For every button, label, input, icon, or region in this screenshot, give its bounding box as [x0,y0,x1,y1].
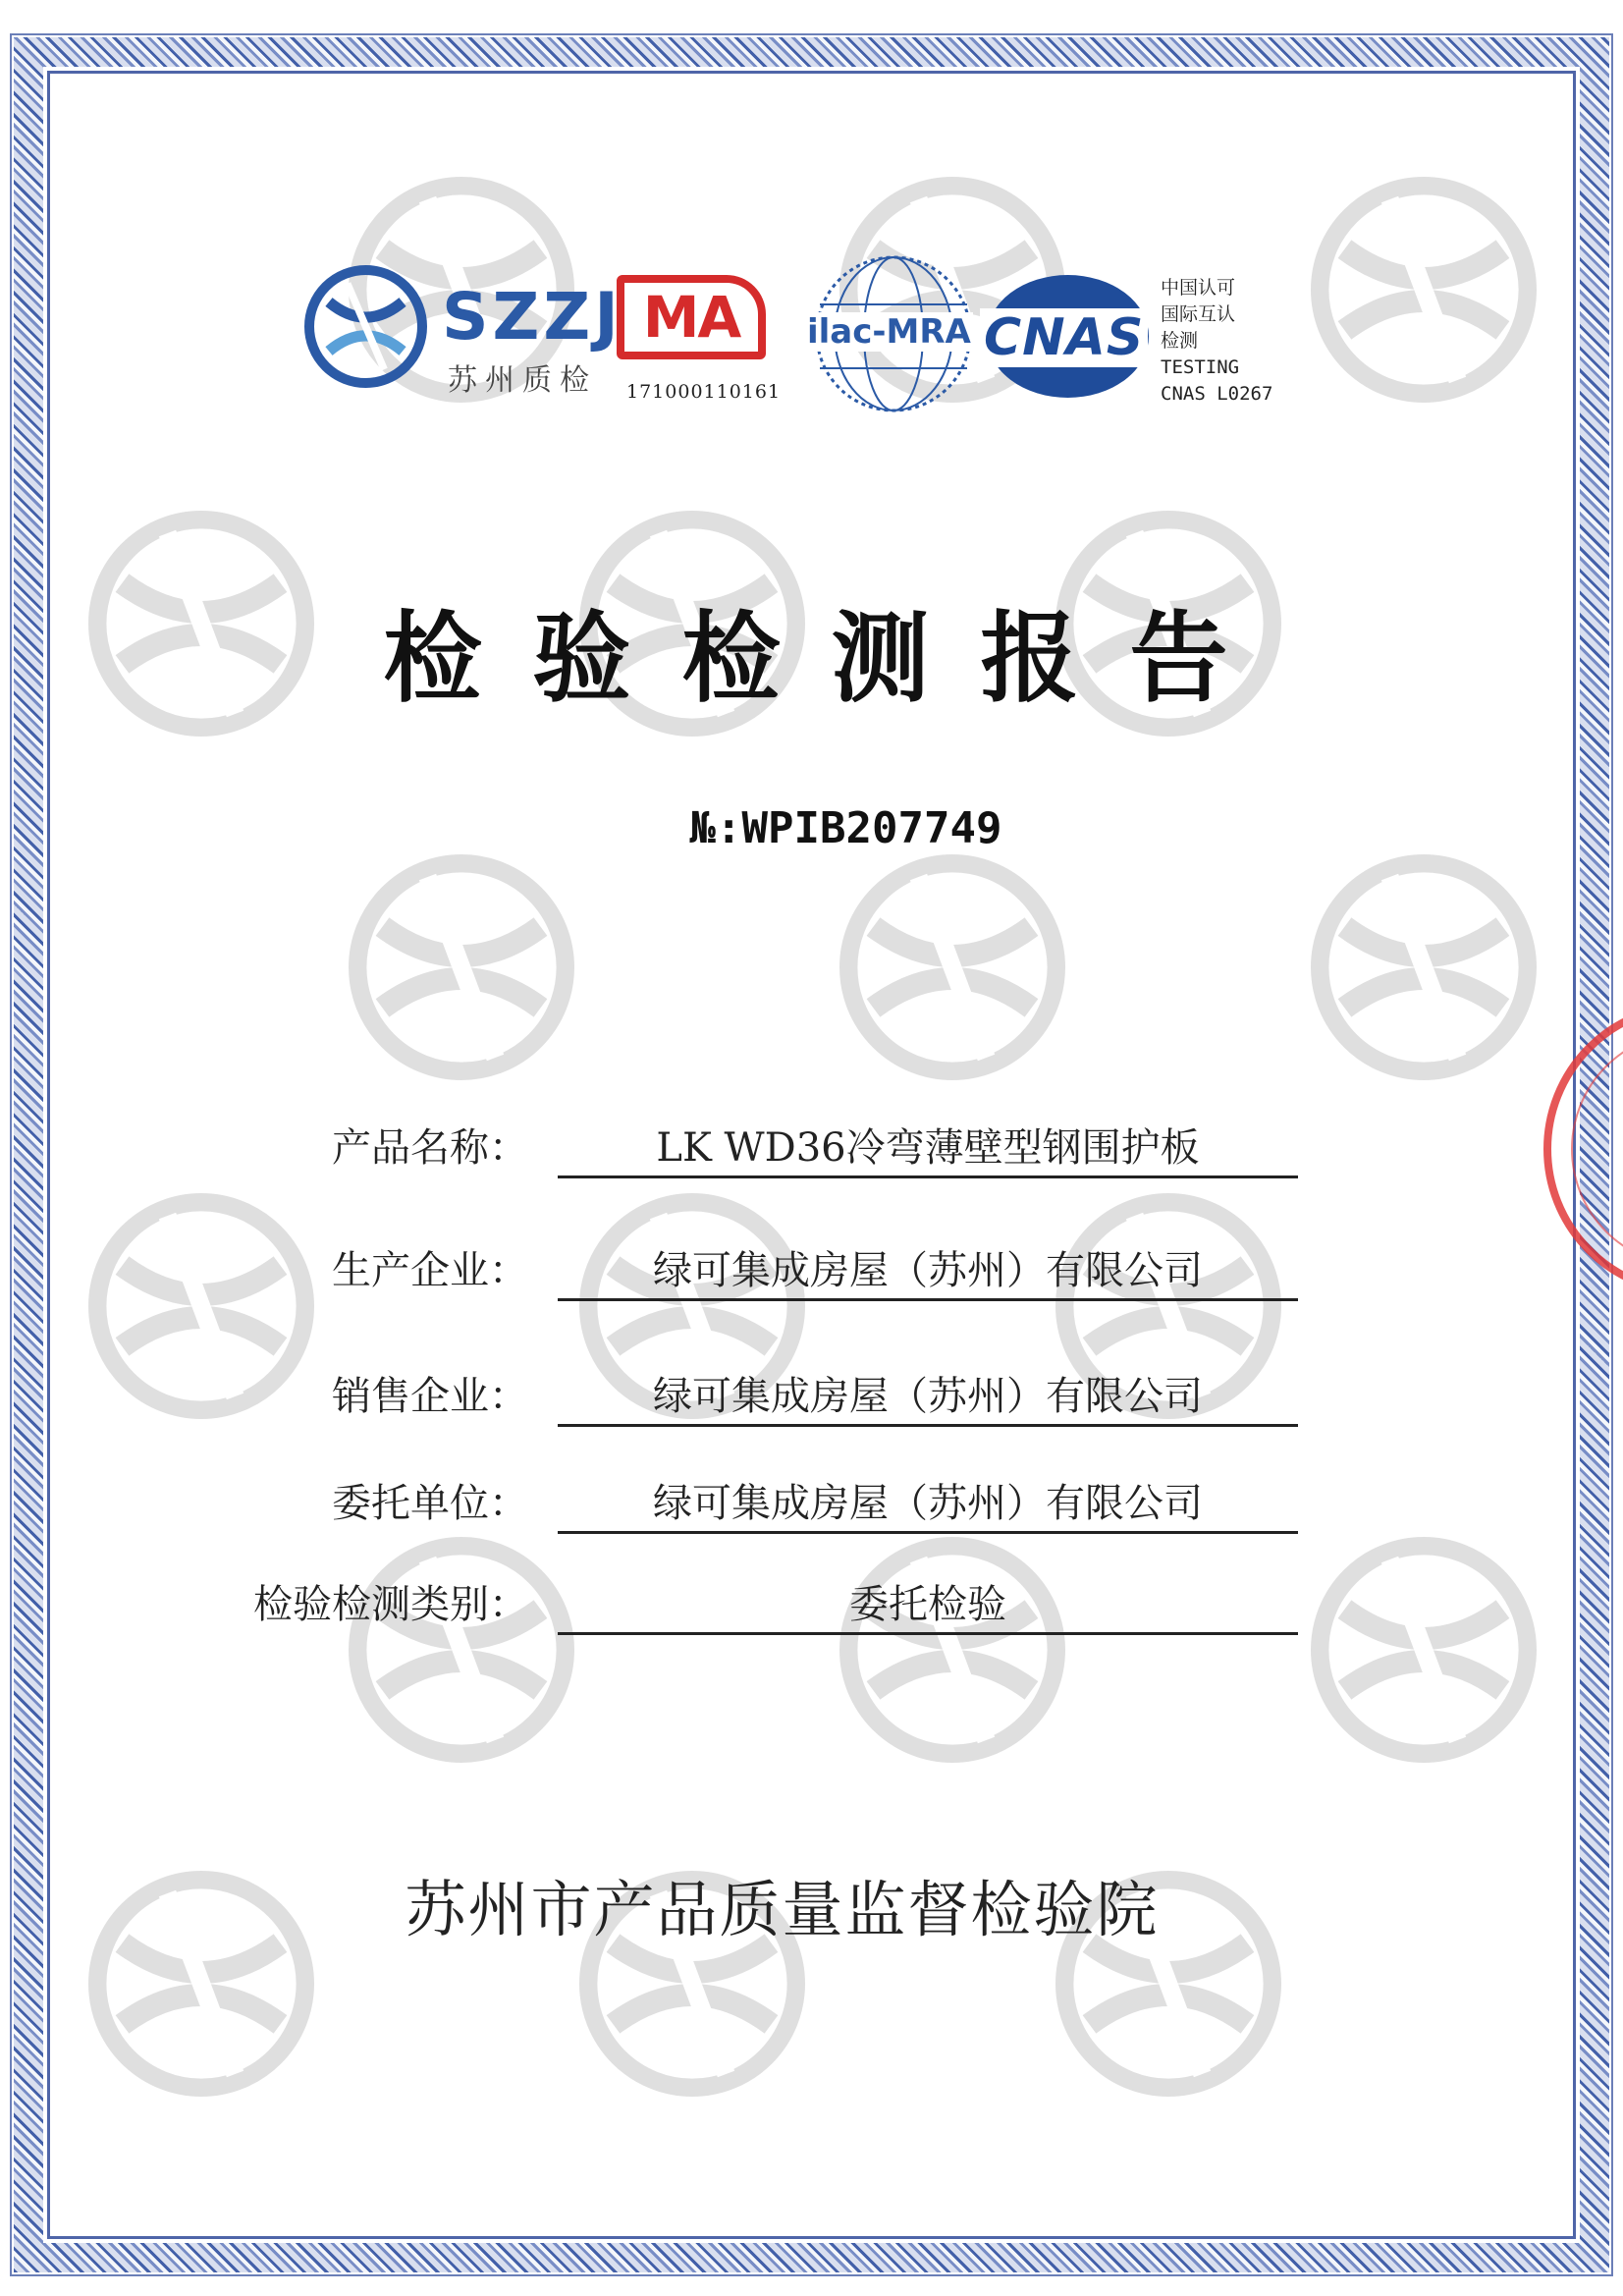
field-underline [558,1531,1298,1534]
field-product-name [0,1110,1623,1178]
report-title: 检验检测报告 [383,600,1279,716]
cnas-side-line: TESTING [1161,356,1240,378]
field-underline [558,1298,1298,1301]
watermark-logo-icon [839,854,1065,1080]
cnas-side-text [1161,275,1272,408]
ilac-mra-text: ilac-MRA [807,312,971,352]
header-logos [304,246,1306,422]
field-value: 委托检验 [849,1582,1006,1627]
field-value: 绿可集成房屋（苏州）有限公司 [653,1248,1203,1293]
cnas-logo-text: CNAS [980,308,1148,367]
field-label: 产品名称： [332,1125,528,1171]
cnas-side-line: 检测 [1161,330,1199,352]
watermark-logo-icon [1311,177,1537,403]
cnas-side-line: 中国认可 [1161,277,1236,299]
watermark-logo-icon [1311,854,1537,1080]
field-label: 检验检测类别： [253,1582,528,1627]
field-label: 销售企业： [332,1374,528,1419]
szzj-logo-text: SZZJ [442,279,622,355]
cma-logo [617,275,766,359]
issuing-institute: 苏州市产品质量监督检验院 [405,1874,1160,1945]
field-seller [0,1358,1623,1427]
field-underline [558,1632,1298,1635]
cma-logo-text: MA [642,284,740,351]
cma-number: 171000110161 [626,381,782,403]
field-underline [558,1175,1298,1178]
cnas-side-line: 国际互认 [1161,303,1236,325]
szzj-subtitle: 苏州质检 [448,363,597,398]
field-client [0,1465,1623,1534]
field-value: 绿可集成房屋（苏州）有限公司 [653,1374,1203,1419]
szzj-logo-icon [304,265,427,388]
cnas-side-line: CNAS L0267 [1161,383,1273,405]
field-value: 绿可集成房屋（苏州）有限公司 [653,1481,1203,1526]
field-test-type [0,1566,1623,1635]
watermark-logo-icon [349,854,574,1080]
field-manufacturer [0,1232,1623,1301]
field-label: 生产企业： [332,1248,528,1293]
field-underline [558,1424,1298,1427]
report-number: №:WPIB207749 [689,803,1002,853]
field-label: 委托单位： [332,1481,528,1526]
field-value: LK WD36冷弯薄壁型钢围护板 [656,1125,1200,1171]
